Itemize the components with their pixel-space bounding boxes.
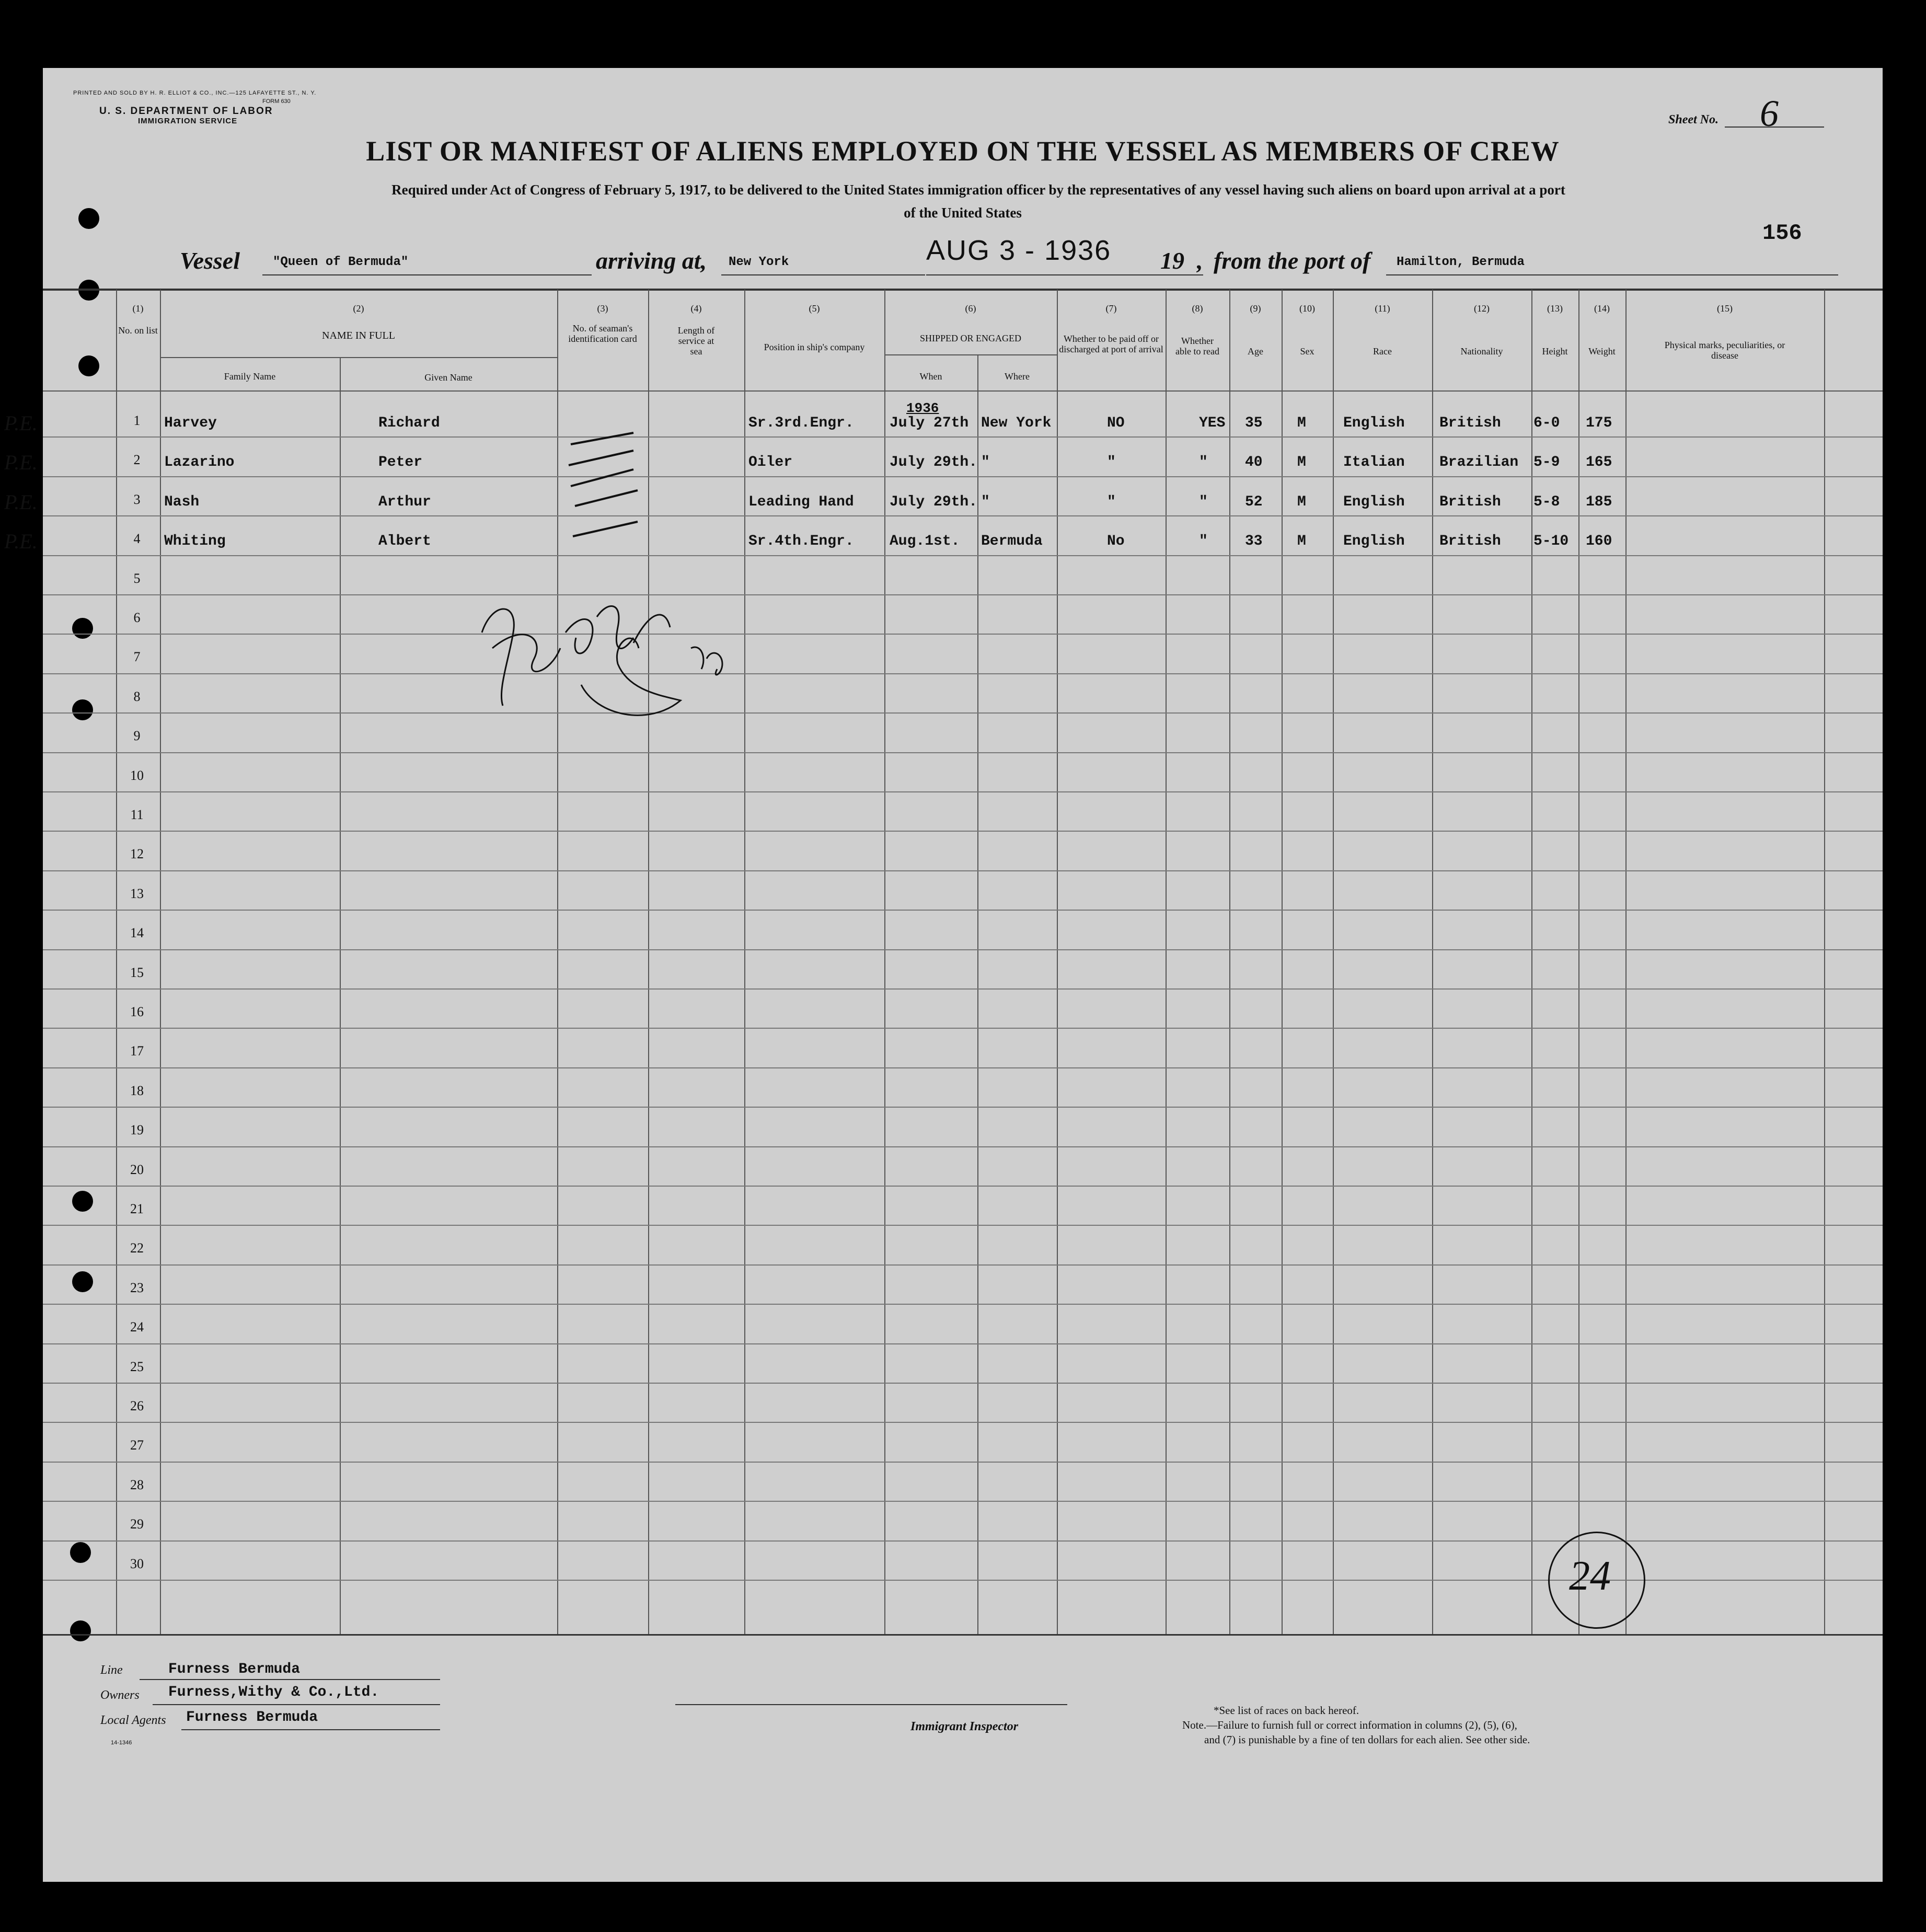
race: English [1343,494,1405,510]
paid-off: NO [1107,415,1125,431]
punch-hole [78,355,99,376]
row-number: 18 [130,1083,144,1098]
row-line [43,949,1883,950]
punch-hole [70,1542,91,1563]
race: English [1343,533,1405,549]
row-number: 1 [133,413,141,428]
nationality: British [1439,494,1501,510]
row-line [43,1422,1883,1423]
height: 5-10 [1533,533,1569,549]
shipped-where: " [981,454,990,470]
position: Sr.3rd.Engr. [748,415,854,431]
row-line [43,1264,1883,1266]
given-name: Albert [378,533,431,549]
race: English [1343,415,1405,431]
subtitle-1: Required under Act of Congress of February 5, 1917, to be delivered to the United States immigration officer by the representatives of any vessel having such aliens on board upon arrival at a port [391,182,1565,198]
age: 33 [1245,533,1263,549]
service: IMMIGRATION SERVICE [138,117,238,125]
col-no-on-list: No. on list [118,325,158,336]
colnum: (15) [1717,303,1733,314]
colnum: (2) [353,303,364,314]
shipped-when: Aug.1st. [890,533,960,549]
row-number: 13 [130,886,144,901]
able-to-read: " [1199,454,1208,470]
footer-agents-label: Local Agents [100,1714,166,1727]
row-line [43,791,1883,792]
position: Sr.4th.Engr. [748,533,854,549]
col-weight: Weight [1588,346,1616,356]
colnum: (4) [690,303,702,314]
crew-row [4,451,1883,486]
punch-hole [72,618,93,639]
col-age: Age [1248,346,1263,356]
nationality: British [1439,533,1501,549]
row-number: 23 [130,1280,144,1295]
margin-initials: P.E. [4,451,38,474]
row-line [43,831,1883,832]
row-number: 3 [133,492,141,507]
colnum: (14) [1594,303,1610,314]
sex: M [1297,533,1306,549]
row-line [43,1225,1883,1226]
vessel-name: "Queen of Bermuda" [273,255,409,269]
able-to-read: YES [1199,415,1226,431]
colnum: (9) [1250,303,1261,314]
circled-number: 24 [1569,1553,1611,1599]
margin-initials: P.E. [4,411,38,435]
given-name: Arthur [378,494,431,510]
row-number: 25 [130,1359,144,1374]
arriving-at: New York [729,255,789,269]
colnum: (3) [597,303,608,314]
row-number: 2 [133,452,141,467]
row-line [43,1146,1883,1147]
weight: 185 [1586,494,1612,510]
punch-hole [72,1271,93,1292]
row-line [43,870,1883,871]
height: 6-0 [1533,415,1560,431]
colnum: (1) [132,303,144,314]
colnum: (8) [1192,303,1203,314]
row-number: 11 [130,807,144,822]
col-when: When [919,371,942,382]
sex: M [1297,454,1306,470]
colnum: (5) [809,303,820,314]
row-number: 14 [130,925,144,940]
shipped-when: July 29th. [890,494,978,510]
shipped-where: New York [981,415,1052,431]
weight: 160 [1586,533,1612,549]
footer-owners-value: Furness,Withy & Co.,Ltd. [168,1684,379,1700]
vessel-label: Vessel [180,247,240,274]
paid-off: " [1107,494,1116,510]
row-number: 12 [130,846,144,861]
sex: M [1297,415,1306,431]
paid-off: " [1107,454,1116,470]
footer-note-1: *See list of races on back hereof. [1214,1704,1359,1717]
row-number: 20 [130,1162,144,1177]
col-given-name: Given Name [424,372,472,383]
row-line [43,1067,1883,1068]
family-name: Whiting [164,533,226,549]
able-to-read: " [1199,494,1208,510]
row-number: 27 [130,1438,144,1453]
family-name: Nash [164,494,200,510]
row-line [43,673,1883,674]
height: 5-8 [1533,494,1560,510]
shipped-when: July 27th [890,415,969,431]
row-line [43,1107,1883,1108]
weight: 165 [1586,454,1612,470]
footer-agents-value: Furness Bermuda [186,1709,318,1726]
subtitle-2: of the United States [904,205,1022,221]
crew-row [4,530,1883,565]
col-where: Where [1005,371,1030,382]
footer-line-label: Line [100,1663,123,1677]
table-bottom-rule [43,1634,1883,1636]
row-line [43,634,1883,635]
col-length-service: Length of service at sea [677,325,715,356]
footer-form-code: 14-1346 [111,1740,132,1746]
printer-line: PRINTED AND SOLD BY H. R. ELLIOT & CO., INC.—125 LAFAYETTE ST., N. Y. [73,90,317,96]
inspector-label: Immigrant Inspector [910,1720,1019,1733]
row-number: 26 [130,1398,144,1413]
row-number: 21 [130,1201,144,1216]
colnum: (6) [965,303,976,314]
given-name: Richard [378,415,440,431]
row-number: 22 [130,1240,144,1256]
year-heading: 1936 [906,400,939,416]
given-name: Peter [378,454,423,470]
col-name-in-full: NAME IN FULL [322,330,395,341]
row-number: 19 [130,1122,144,1137]
age: 52 [1245,494,1263,510]
row-number: 16 [130,1004,144,1019]
position: Oiler [748,454,793,470]
sex: M [1297,494,1306,510]
family-name: Harvey [164,415,217,431]
row-number: 8 [133,689,141,704]
table-top-rule [43,289,1883,291]
row-line [43,712,1883,714]
age: 35 [1245,415,1263,431]
col-shipped: SHIPPED OR ENGAGED [919,333,1021,343]
colnum: (11) [1375,303,1390,314]
crew-row [4,411,1883,446]
date-stamp: AUG 3 - 1936 [926,235,1112,266]
sheet-label: Sheet No. [1668,113,1719,126]
colnum: (13) [1547,303,1563,314]
row-line [43,1028,1883,1029]
colnum: (7) [1105,303,1117,314]
footer-owners-label: Owners [100,1688,140,1702]
age: 40 [1245,454,1263,470]
row-line [43,1501,1883,1502]
row-line [43,1186,1883,1187]
margin-initials: P.E. [4,530,38,553]
row-line [43,988,1883,990]
crew-row [4,490,1883,525]
punch-hole [72,699,93,720]
col-sex: Sex [1300,346,1314,356]
shipped-when: July 29th. [890,454,978,470]
manifest-sheet [4,68,1883,1882]
row-number: 5 [133,571,141,586]
row-line [43,752,1883,753]
race: Italian [1343,454,1405,470]
inspector-signature [461,570,775,742]
margin-initials: P.E. [4,490,38,514]
colnum: (12) [1474,303,1490,314]
shipped-where: " [981,494,990,510]
comma: , [1197,247,1203,274]
row-number: 7 [133,649,141,664]
family-name: Lazarino [164,454,235,470]
col-height: Height [1542,346,1568,356]
paid-off: No [1107,533,1125,549]
page-number: 156 [1762,221,1802,246]
form-number: FORM 630 [262,98,291,105]
footer-line-value: Furness Bermuda [168,1661,301,1677]
able-to-read: " [1199,533,1208,549]
position: Leading Hand [748,494,854,510]
col-race: Race [1373,346,1392,356]
nationality: British [1439,415,1501,431]
arriving-label: arriving at, [596,247,707,274]
punch-hole [72,1191,93,1212]
row-line [43,1383,1883,1384]
col-family-name: Family Name [224,371,276,382]
from-port: Hamilton, Bermuda [1397,255,1525,269]
row-line [43,1304,1883,1305]
row-number: 29 [130,1516,144,1532]
footer-note-3: and (7) is punishable by a fine of ten dollars for each alien. See other side. [1204,1733,1530,1746]
punch-hole [70,1620,91,1641]
row-line [43,1343,1883,1344]
col-id-card: No. of seaman's identification card [568,323,637,344]
from-label: from the port of [1214,247,1371,274]
sheet-number: 6 [1760,93,1779,134]
page-title: LIST OR MANIFEST OF ALIENS EMPLOYED ON THE VESSEL AS MEMBERS OF CREW [366,135,1560,167]
row-number: 9 [133,728,141,743]
row-number: 17 [130,1043,144,1059]
row-number: 10 [130,768,144,783]
col-position: Position in ship's company [764,342,865,352]
col-physical: Physical marks, peculiarities, or disease [1664,340,1785,361]
shipped-where: Bermuda [981,533,1043,549]
col-able-read: Whether able to read [1175,336,1219,356]
year-label: 19 [1160,247,1184,274]
row-number: 4 [133,531,141,546]
row-number: 30 [130,1556,144,1571]
col-nationality: Nationality [1460,346,1503,356]
row-number: 28 [130,1477,144,1492]
row-line [43,910,1883,911]
footer-note-2: Note.—Failure to furnish full or correct information in columns (2), (5), (6), [1182,1719,1517,1731]
row-number: 15 [130,965,144,980]
inspector-signature-line [675,1704,1067,1705]
row-number: 6 [133,610,141,625]
nationality: Brazilian [1439,454,1519,470]
row-number: 24 [130,1319,144,1335]
colnum: (10) [1299,303,1315,314]
height: 5-9 [1533,454,1560,470]
row-line [43,594,1883,595]
row-line [43,1462,1883,1463]
col-paid-off: Whether to be paid off or discharged at port of arrival [1059,334,1163,354]
weight: 175 [1586,415,1612,431]
department: U. S. DEPARTMENT OF LABOR [99,106,273,117]
